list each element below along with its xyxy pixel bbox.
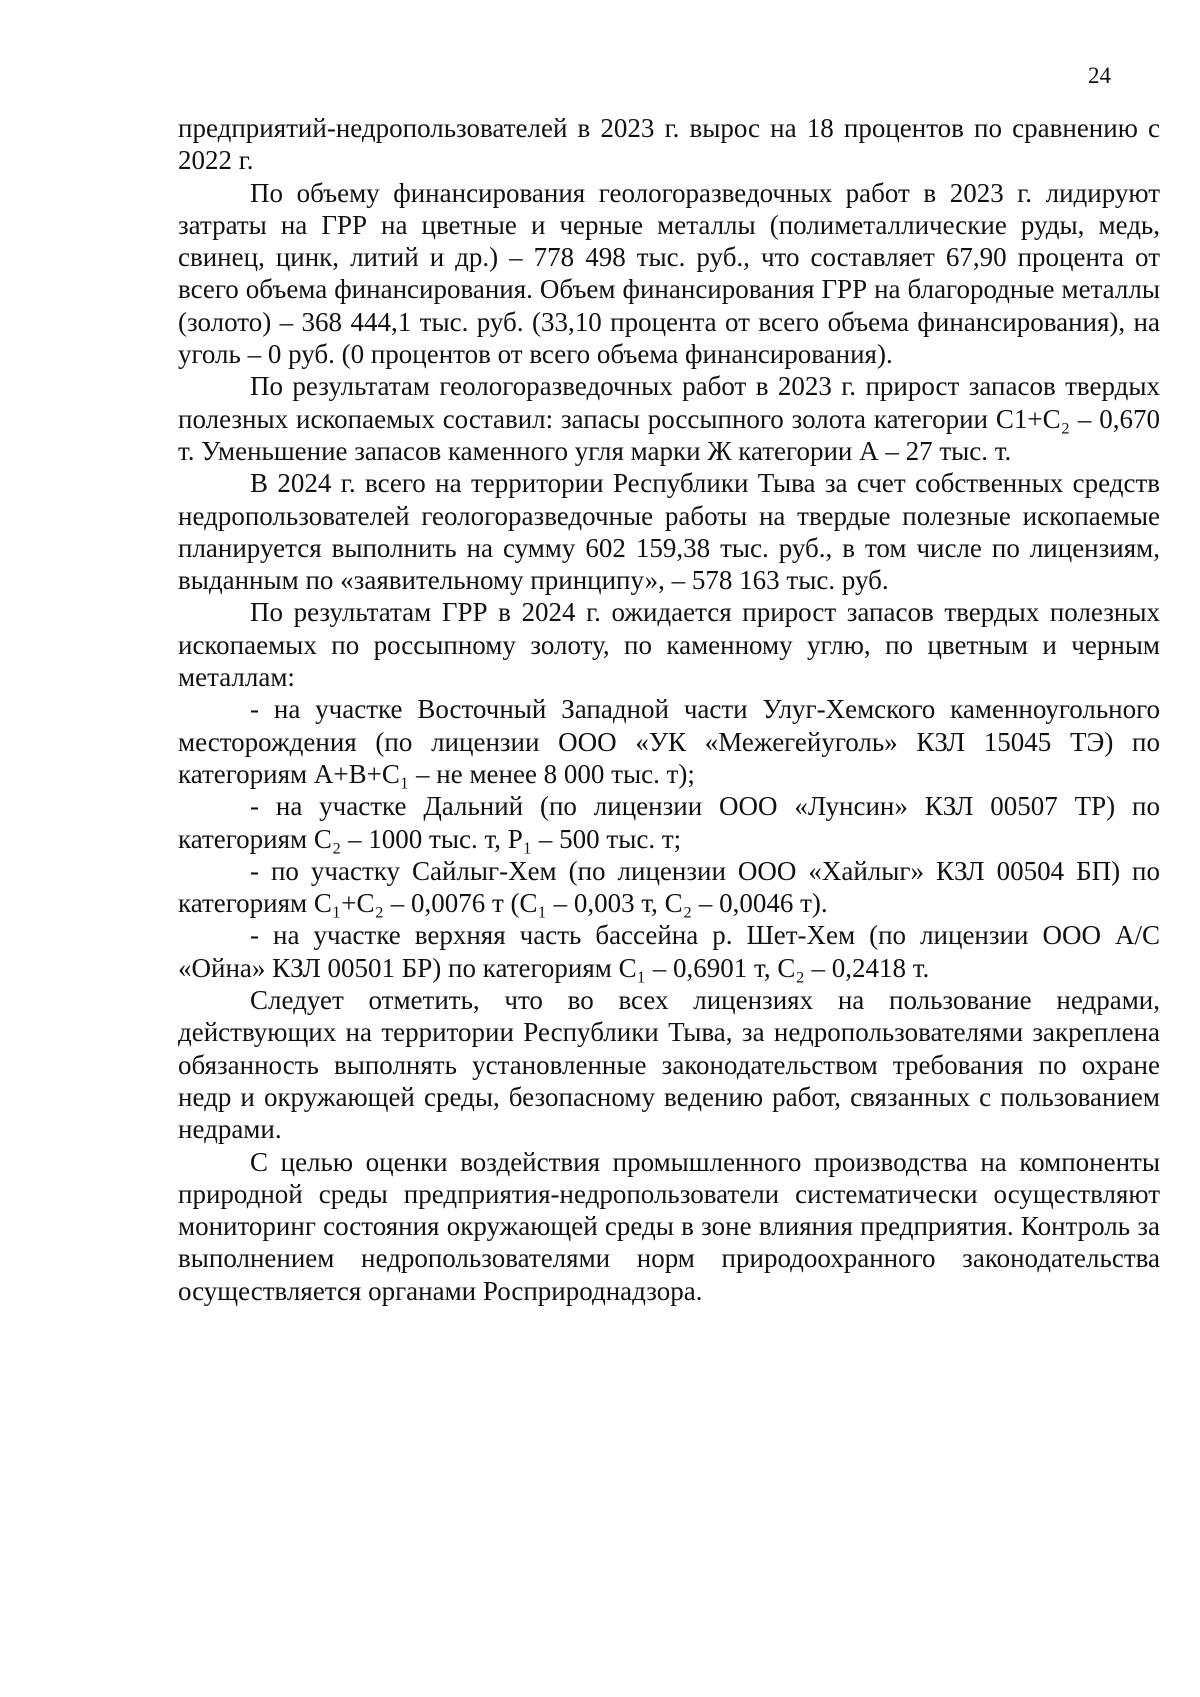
paragraph-reserves-2023: По результатам геологоразведочных работ в 2023 г. прирост запасов твердых полезных ископаемых составил: запасы россыпного золота категории С1+С₂ – 0,670 т. Уменьшение запасов каменного угля марки Ж категории А – 27 тыс. т. (178, 371, 1160, 466)
document-body (178, 112, 1160, 1307)
paragraph-license-obligations: Следует отметить, что во всех лицензиях на пользование недрами, действующих на территории Республики Тыва, за недропользователями закреплена обязанность выполнять установленные законодательством требования по охране недр и окружающей среды, безопасному ведению работ, связанных с пользованием недрами. (178, 985, 1160, 1145)
list-item-dalny: - на участке Дальний (по лицензии ООО «Лунсин» КЗЛ 00507 ТР) по категориям С₂ – 1000 тыс. т, Р₁ – 500 тыс. т; (178, 791, 1160, 854)
list-item-shet-khem: - на участке верхняя часть бассейна р. Шет-Хем (по лицензии ООО А/С «Ойна» КЗЛ 00501 БР) по категориям С₁ – 0,6901 т, С₂ – 0,2418 т. (178, 920, 1160, 983)
paragraph-plan-2024: В 2024 г. всего на территории Республики Тыва за счет собственных средств недропользователей геологоразведочные работы на твердые полезные ископаемые планируется выполнить на сумму 602 159,38 тыс. руб., в том числе по лицензиям, выданным по «заявительному принципу», – 578 163 тыс. руб. (178, 468, 1160, 596)
paragraph-financing-volume: По объему финансирования геологоразведочных работ в 2023 г. лидируют затраты на ГРР на цветные и черные металлы (полиметаллические руды, медь, свинец, цинк, литий и др.) – 778 498 тыс. руб., что составляет 67,90 процента от всего объема финансирования. Объем финансирования ГРР на благородные металлы (золото) – 368 444,1 тыс. руб. (33,10 процента от всего объема финансирования), на уголь – 0 руб. (0 процентов от всего объема финансирования). (178, 177, 1160, 370)
list-item-saylyg-khem: - по участку Сайлыг-Хем (по лицензии ООО «Хайлыг» КЗЛ 00504 БП) по категориям С₁+С₂ – 0,0076 т (С₁ – 0,003 т, С₂ – 0,0046 т). (178, 855, 1160, 919)
paragraph-growth-comparison: предприятий-недропользователей в 2023 г. вырос на 18 процентов по сравнению с 2022 г. (178, 113, 1160, 176)
page-number: 24 (1088, 63, 1111, 88)
list-item-vostochny: - на участке Восточный Западной части Улуг-Хемского каменноугольного месторождения (по лицензии ООО «УК «Межегейуголь» КЗЛ 15045 ТЭ) по категориям А+В+С₁ – не менее 8 000 тыс. т); (178, 694, 1160, 789)
paragraph-environmental-monitoring: С целью оценки воздействия промышленного производства на компоненты природной среды предприятия-недропользователи систематически осуществляют мониторинг состояния окружающей среды в зоне влияния предприятия. Контроль за выполнением недропользователями норм природоохранного законодательства осуществляется органами Росприроднадзора. (178, 1146, 1160, 1306)
paragraph-expected-growth: По результатам ГРР в 2024 г. ожидается прирост запасов твердых полезных ископаемых по россыпному золоту, по каменному углю, по цветным и черным металлам: (178, 597, 1160, 693)
